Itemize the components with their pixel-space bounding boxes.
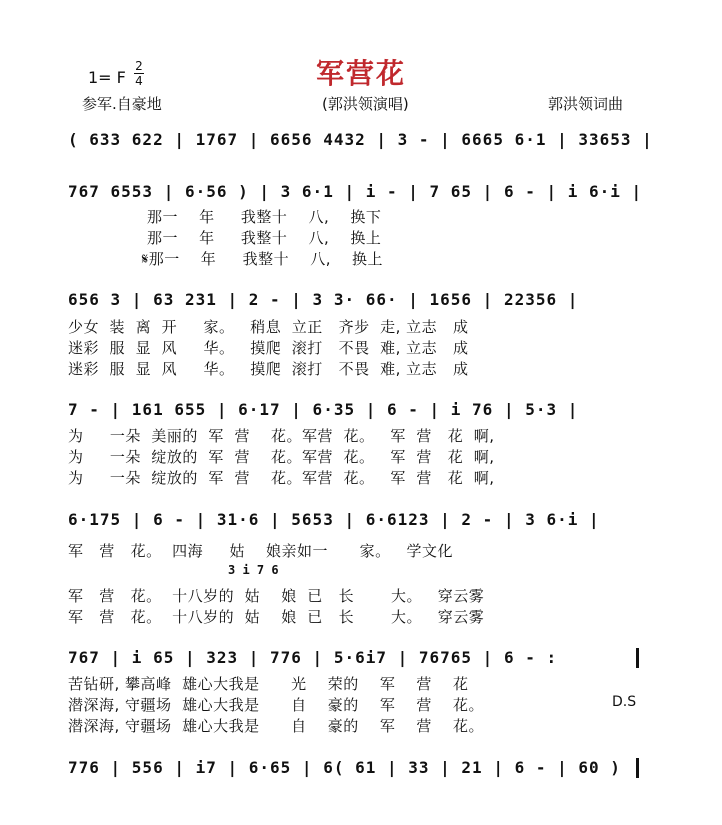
lyric-line: 少女 装 离 开 家。 稍息 立正 齐步 走, 立志 成 — [68, 318, 469, 336]
lyric-line: 潜深海, 守疆场 雄心大我是 自 豪的 军 营 花。 — [68, 696, 484, 714]
lyric-line: 为 一朵 绽放的 军 营 花。军营 花。 军 营 花 啊, — [68, 469, 495, 487]
lyric-line: 迷彩 服 显 风 华。 摸爬 滚打 不畏 难, 立志 成 — [68, 360, 469, 378]
notation-row-2: 767 6553 | 6·56 ) | 3 6·1 | i - | 7 65 | 6 - | i 6·i | — [68, 182, 643, 201]
final-barline — [636, 758, 639, 778]
time-signature — [134, 60, 144, 87]
lyric-line: 那一 年 我整十 八, 换上 — [68, 229, 382, 247]
lyric-line: 军 营 花。 十八岁的 姑 娘 已 长 大。 穿云雾 — [68, 587, 485, 605]
time-signature-top: 2 — [135, 59, 143, 73]
lyric-line: 苦钻研, 攀高峰 雄心大我是 光 荣的 军 营 花 — [68, 675, 469, 693]
lyric-line: 潜深海, 守疆场 雄心大我是 自 豪的 军 营 花。 — [68, 717, 484, 735]
repeat-barline — [636, 648, 639, 668]
alternate-notation: 3 i 7 6 — [228, 563, 279, 577]
key-signature: 1= F — [88, 68, 126, 87]
lyric-line: 军 营 花。 四海 姑 娘亲如一 家。 学文化 — [68, 542, 453, 560]
lyric-line: 𝄋那一 年 我整十 八, 换上 — [68, 250, 384, 268]
notation-row-7: 776 | 556 | i7 | 6·65 | 6( 61 | 33 | 21 | 6 - | 60 ) — [68, 758, 621, 777]
performer-note: (郭洪领演唱) — [322, 95, 409, 113]
lyric-line: 军 营 花。 十八岁的 姑 娘 已 长 大。 穿云雾 — [68, 608, 485, 626]
lyric-line: 迷彩 服 显 风 华。 摸爬 滚打 不畏 难, 立志 成 — [68, 339, 469, 357]
credits: 郭洪领词曲 — [548, 95, 624, 113]
dal-segno-mark: D.S — [612, 694, 637, 710]
notation-row-1: ( 633 622 | 1767 | 6656 4432 | 3 - | 6665 6·1 | 33653 | — [68, 130, 653, 149]
lyric-line: 为 一朵 美丽的 军 营 花。军营 花。 军 营 花 啊, — [68, 427, 495, 445]
time-signature-bottom: 4 — [135, 74, 143, 88]
style-reference: 参军.自豪地 — [82, 95, 162, 113]
lyric-line: 那一 年 我整十 八, 换下 — [68, 208, 382, 226]
notation-row-5: 6·175 | 6 - | 31·6 | 5653 | 6·6123 | 2 - | 3 6·i | — [68, 510, 600, 529]
notation-row-6: 767 | i 65 | 323 | 776 | 5·6i7 | 76765 | 6 - : — [68, 648, 558, 667]
notation-row-4: 7 - | 161 655 | 6·17 | 6·35 | 6 - | i 76 | 5·3 | — [68, 400, 579, 419]
lyric-line: 为 一朵 绽放的 军 营 花。军营 花。 军 营 花 啊, — [68, 448, 495, 466]
song-title: 军营花 — [315, 57, 406, 90]
notation-row-3: 656 3 | 63 231 | 2 - | 3 3· 66· | 1656 | 22356 | — [68, 290, 579, 309]
